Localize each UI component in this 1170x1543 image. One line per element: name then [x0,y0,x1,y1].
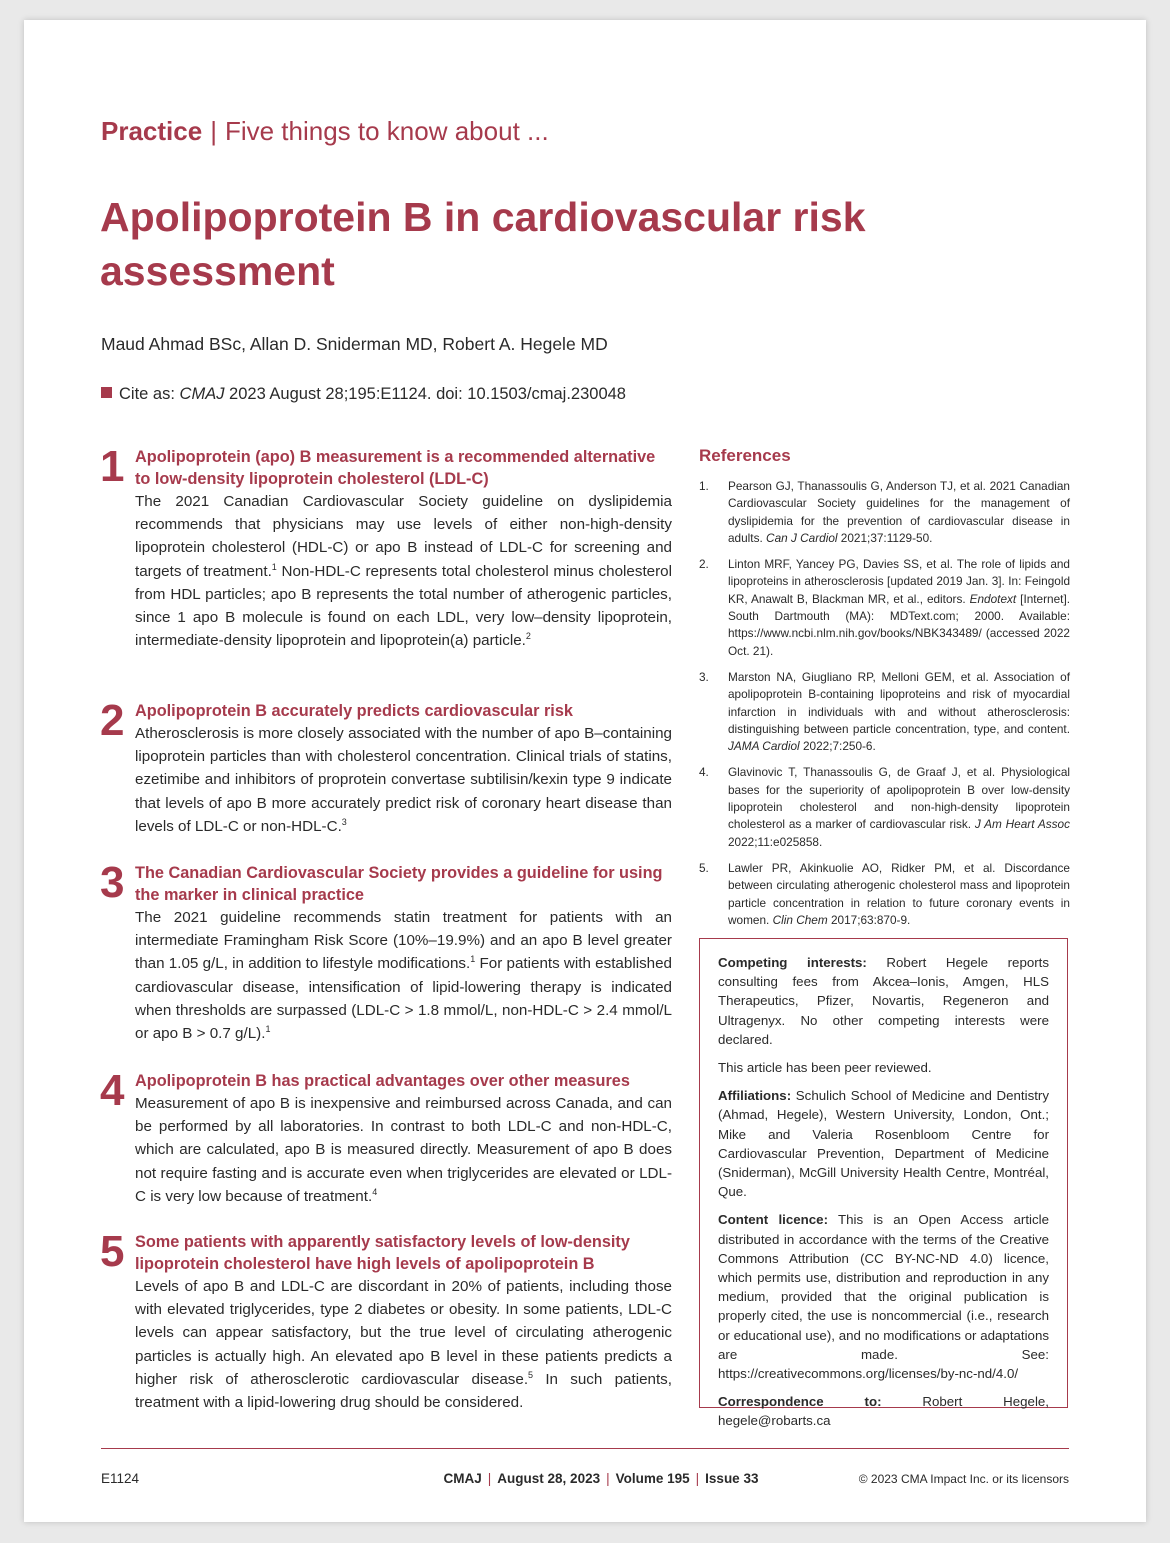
reference-marker: 1 [271,561,277,572]
reference-journal: JAMA Cardiol [728,739,800,754]
reference-authors-title: Linton MRF, Yancey PG, Davies SS, et al. The role of lipids and lipoproteins in atherosclerosis [updated 2019 Jan. 3]. In: Feingold KR, Anawalt B, Blackman MR, et al., editors. [728,557,1070,606]
reference-text [728,556,1070,660]
reference-authors-title: Lawler PR, Akinkuolie AO, Ridker PM, et al. Discordance between circulating atherogenic cholesterol mass and lipoprotein particle concentration in relation to future coronary events in women. [728,860,1070,927]
footer-separator: | [695,1471,700,1486]
affiliations [718,1086,1049,1201]
correspondence-text: Robert Hegele, hegele@robarts.ca [718,1394,1049,1429]
key-point-body [135,1092,672,1208]
reference-marker: 1 [470,954,476,965]
reference-text [728,860,1070,929]
reference-item [699,556,1070,660]
reference-text [728,478,1070,547]
reference-details: 2022;7:250-6. [799,739,876,754]
reference-marker: 5 [528,1369,534,1380]
cite-prefix: Cite as: [119,385,180,403]
reference-marker: 1 [265,1023,271,1034]
citation-line [101,382,626,406]
references-section [699,446,1070,938]
key-point-number: 3 [100,858,125,907]
reference-item [699,669,1070,755]
page-number: E1124 [101,1471,140,1486]
footer-separator: | [487,1471,492,1486]
section-separator: | [210,116,217,146]
key-point-number: 2 [100,696,125,745]
correspondence-label: Correspondence to: [718,1394,882,1410]
reference-number: 4. [699,765,709,780]
journal-issue-info [401,1471,801,1486]
subsection-label: Five things to know about ... [224,116,549,146]
key-point-heading: Apolipoprotein B has practical advantages over other measures [135,1072,630,1090]
reference-number: 3. [699,669,709,684]
article-title: Apolipoprotein B in cardiovascular risk assessment [100,194,866,294]
affiliations-label: Affiliations: [718,1088,792,1104]
reference-journal: J Am Heart Assoc [974,817,1070,832]
key-point-heading: Apolipoprotein (apo) B measurement is a recommended alternative to low-density lipoprotein cholesterol (LDL-C) [135,448,656,488]
key-point-heading: The Canadian Cardiovascular Society provides a guideline for using the marker in clinical practice [135,864,663,904]
key-point-1 [100,442,672,652]
key-point-3 [100,858,673,1045]
body-text: Non-HDL-C represents total cholesterol minus cholesterol from HDL particles; apo B represents the total number of atherogenic particles, since 1 apo B molecule is found on each LDL, very low–density lipoprotein, intermediate-density lipoprotein and lipoprotein(a) particle. [135,562,672,650]
footer-journal: CMAJ [443,1471,482,1486]
peer-review-note: This article has been peer reviewed. [718,1060,932,1076]
content-licence-text: This is an Open Access article distributed in accordance with the terms of the Creative Commons Attribution (CC BY-NC-ND 4.0) licence, which permits use, distribution and reproduction in any medium, provided that the original publication is properly cited, the use is noncommercial (i.e., research or educational use), and no modifications or adaptations are made. See: https://creativecommons.org/licenses/by-nc-nd/4.0/ [718,1212,1050,1382]
reference-details: 2022;11:e025858. [728,834,823,849]
key-point-number: 4 [100,1066,125,1115]
reference-authors-title: Marston NA, Giugliano RP, Melloni GEM, et al. Association of apolipoprotein B-containing lipoproteins and risk of myocardial infarction in individuals with and without atherosclerosis: distinguishing between particle concentration, type, and content. [728,669,1070,736]
body-text: The 2021 Canadian Cardiovascular Society guideline on dyslipidemia recommends that physicians may use levels of either non-high-density lipoprotein cholesterol (HDL-C) or apo B instead of LDL-C for screening and targets of treatment. [135,493,672,580]
reference-marker: 4 [372,1186,378,1197]
content-licence-label: Content licence: [718,1212,829,1228]
reference-marker: 3 [341,816,347,827]
reference-item [699,764,1070,850]
body-text: The 2021 guideline recommends statin treatment for patients with an intermediate Framingham Risk Score (10%–19.9%) and an apo B level greater than 1.05 g/L, in addition to lifestyle modifications. [135,909,672,973]
competing-interests-text: Robert Hegele reports consulting fees from Akcea–Ionis, Amgen, HLS Therapeutics, Pfizer, Novartis, Regeneron and Ultragenyx. No other competing interests were declared. [718,955,1049,1047]
reference-authors-title: Glavinovic T, Thanassoulis G, de Graaf J, et al. Physiological bases for the superiority of apolipoprotein B over low-density lipoprotein cholesterol and non-high-density lipoprotein cholesterol as a marker of cardiovascular risk. [728,765,1070,832]
footer-date: August 28, 2023 [497,1471,601,1486]
key-point-heading: Some patients with apparently satisfactory levels of low-density lipoprotein cholesterol have high levels of apolipoprotein B [135,1233,630,1273]
body-text: Measurement of apo B is inexpensive and reimbursed across Canada, and can be performed by all laboratories. In contrast to both LDL-C and non-HDL-C, which are calculated, apo B is measured directly. Measurement of apo B does not require fasting and is accurate even when triglycerides are elevated or LDL-C is very low because of treatment. [135,1095,672,1205]
section-label: Practice [101,116,203,146]
reference-details: 2017;63:870-9. [827,912,911,927]
key-point-body [135,906,672,1045]
reference-item [699,478,1070,547]
key-point-body [135,1275,672,1414]
copyright-notice: © 2023 CMA Impact Inc. or its licensors [858,1472,1069,1486]
reference-text [728,669,1070,755]
square-bullet-icon [101,387,112,398]
references-heading: References [699,446,791,465]
competing-interests [718,953,1049,1049]
key-point-4 [100,1066,672,1208]
footer-volume: Volume 195 [615,1471,690,1486]
reference-number: 5. [699,860,709,875]
affiliations-text: Schulich School of Medicine and Dentistry (Ahmad, Hegele), Western University, London, Ont.; Mike and Valeria Rosenbloom Centre for Cardiovascular Prevention, Department of Medicine (Sniderman), McGill University Health Centre, Montréal, Que. [718,1088,1049,1200]
footer-issue: Issue 33 [705,1471,759,1486]
body-text: For patients with established cardiovascular disease, intensification of lipid-lowering therapy is indicated when thresholds are surpassed (LDL-C > 1.8 mmol/L, non-HDL-C > 2.4 mmol/L or apo B > 0.7 g/L). [135,955,673,1043]
key-point-body [135,722,672,838]
body-text: In such patients, treatment with a lipid-lowering drug should be considered. [135,1370,672,1412]
key-point-number: 5 [100,1227,125,1276]
competing-interests-label: Competing interests: [718,955,867,970]
author-list: Maud Ahmad BSc, Allan D. Sniderman MD, Robert A. Hegele MD [101,334,608,354]
body-text: Atherosclerosis is more closely associated with the number of apo B–containing lipoprotein particles than with cholesterol concentration. Clinical trials of statins, ezetimibe and inhibitors of proprotein convertase subtilisin/kexin type 9 indicate that levels of apo B more accurately predict risk of coronary heart disease than levels of LDL-C or non-HDL-C. [135,725,672,835]
content-licence [718,1210,1049,1383]
key-point-2 [100,696,672,838]
key-point-number: 1 [100,442,125,491]
reference-details: [Internet]. South Dartmouth (MA): MDText.com; 2000. Available: https://www.ncbi.nlm.nih.gov/books/NBK343489/ (accessed 2022 Oct. 21). [728,591,1070,658]
reference-journal: Clin Chem [772,912,828,927]
reference-journal: Endotext [969,591,1017,606]
page-footer [101,1471,1069,1491]
key-point-heading: Apolipoprotein B accurately predicts cardiovascular risk [135,702,573,720]
footer-separator: | [606,1471,610,1486]
key-point-body [135,490,672,652]
reference-text [728,764,1070,850]
section-header [101,116,549,146]
reference-journal: Can J Cardiol [766,530,838,545]
reference-details: 2021;37:1129-50. [837,530,933,545]
correspondence [718,1392,1049,1430]
cite-journal: CMAJ [179,385,225,403]
journal-page [24,20,1146,1522]
footer-divider [101,1448,1069,1449]
reference-item [699,860,1070,929]
reference-number: 1. [699,479,709,493]
cite-details: 2023 August 28;195:E1124. doi: 10.1503/cmaj.230048 [224,385,626,403]
reference-marker: 2 [525,631,531,642]
reference-number: 2. [699,557,709,572]
article-info-box [699,938,1068,1429]
reference-authors-title: Pearson GJ, Thanassoulis G, Anderson TJ, et al. 2021 Canadian Cardiovascular Society guidelines for the management of dyslipidemia for the prevention of cardiovascular disease in adults. [728,479,1070,545]
key-point-5 [100,1227,672,1414]
body-text: Levels of apo B and LDL-C are discordant in 20% of patients, including those with elevated triglycerides, type 2 diabetes or obesity. In some patients, LDL-C levels can appear satisfactory, but the true level of circulating atherogenic particles is actually high. An elevated apo B level in these patients predicts a higher risk of atherosclerotic cardiovascular disease. [135,1278,672,1388]
